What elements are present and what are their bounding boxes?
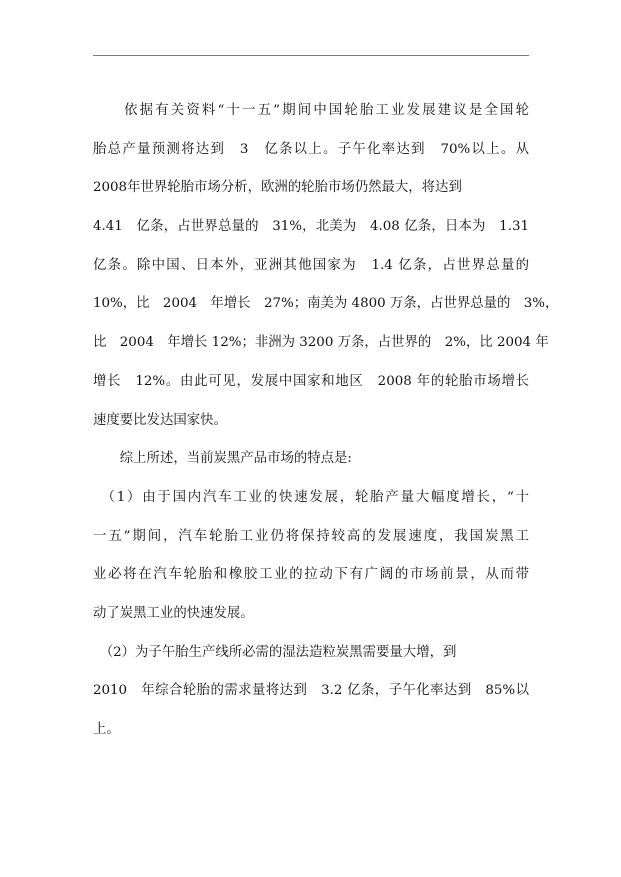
text-line: 增长 12%。由此可见，发展中国家和地区 2008 年的轮胎市场增长 (93, 373, 529, 389)
text-line: 2008年世界轮胎市场分析，欧洲的轮胎市场仍然最大，将达到 (93, 180, 462, 196)
text-line: 一五”期间，汽车轮胎工业仍将保持较高的发展速度，我国炭黑工 (93, 528, 529, 544)
text-line: 比 2004 年增长 12%；非洲为 3200 万条，占世界的 2%，比 2004 年 (93, 335, 549, 351)
text-line: 上。 (93, 722, 120, 737)
text-line: （2）为子午胎生产线所必需的湿法造粒炭黑需要量大增，到 (93, 644, 457, 660)
paragraph-point-2 (93, 634, 529, 750)
text-line: 依据有关资料“十一五”期间中国轮胎工业发展建议是全国轮 (93, 103, 529, 118)
text-line: 胎总产量预测将达到 3 亿条以上。子午化率达到 70%以上。从 (93, 141, 529, 157)
text-line: 2010 年综合轮胎的需求量将达到 3.2 亿条，子午化率达到 85%以 (93, 683, 529, 699)
text-line: 亿条。除中国、日本外，亚洲其他国家为 1.4 亿条，占世界总量的 (93, 257, 529, 273)
text-line: 综上所述，当前炭黑产品市场的特点是: (93, 451, 352, 467)
text-line: 4.41 亿条，占世界总量的 31%，北美为 4.08 亿条，日本为 1.31 (93, 219, 529, 235)
text-line: 动了炭黑工业的快速发展。 (93, 605, 254, 621)
paragraph-summary-intro (93, 440, 529, 479)
text-line: 业必将在汽车轮胎和橡胶工业的拉动下有广阔的市场前景，从而带 (93, 567, 529, 583)
paragraph-tire-market (93, 92, 559, 440)
text-line: （1）由于国内汽车工业的快速发展，轮胎产量大幅度增长，“十 (93, 489, 529, 505)
paragraph-point-1 (93, 479, 529, 634)
document-body (93, 92, 559, 750)
header-rule (93, 55, 529, 56)
text-line: 10%，比 2004 年增长 27%；南美为 4800 万条，占世界总量的 3%， (93, 296, 559, 312)
text-line: 速度要比发达国家快。 (93, 412, 227, 428)
